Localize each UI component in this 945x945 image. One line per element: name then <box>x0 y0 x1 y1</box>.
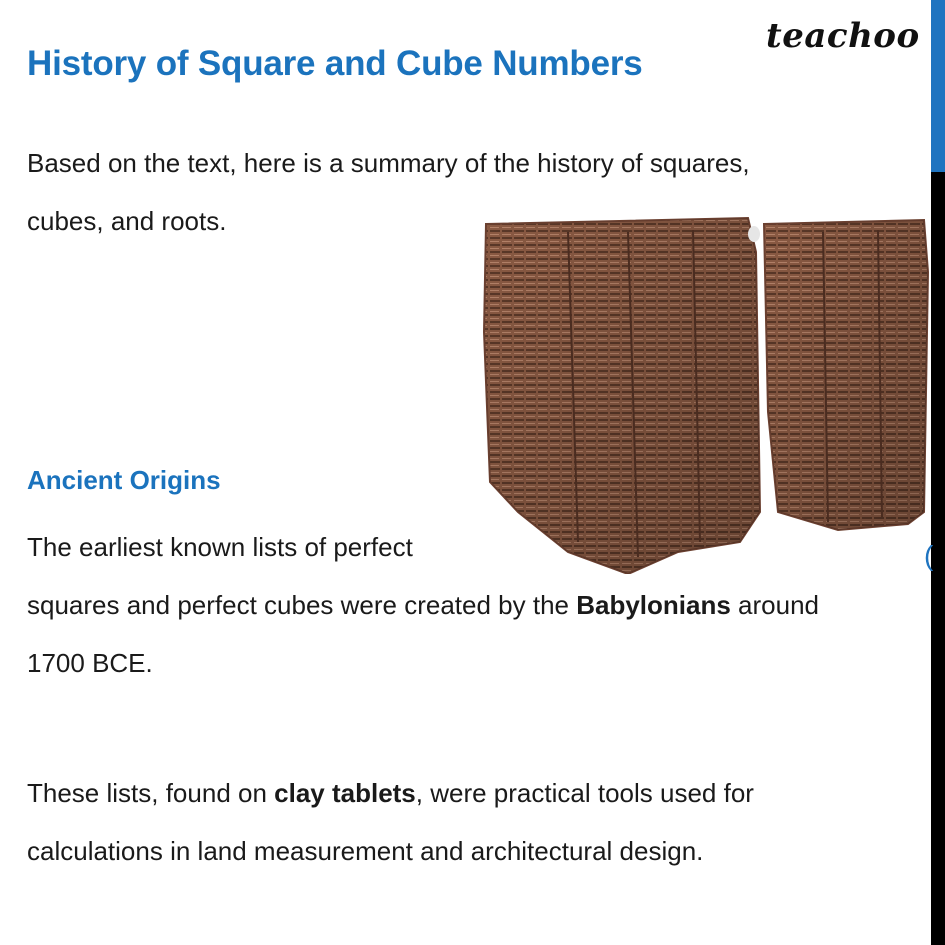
babylonians-emphasis: Babylonians <box>576 590 731 620</box>
paragraph-1-line-3: 1700 BCE. <box>27 648 153 678</box>
p2-post: , were practical tools used for <box>415 778 754 808</box>
p1-line2-pre: squares and perfect cubes were created by the <box>27 590 577 620</box>
clay-tablets-emphasis: clay tablets <box>274 778 416 808</box>
p2-pre: These lists, found on <box>27 778 275 808</box>
paragraph-1-line-2 <box>27 590 819 621</box>
section-heading: Ancient Origins <box>27 465 221 495</box>
paragraph-2 <box>27 764 907 880</box>
clay-tablet-image <box>478 212 930 574</box>
teachoo-logo: teachoo <box>766 16 920 56</box>
page-title: History of Square and Cube Numbers <box>27 44 643 83</box>
p1-line2-post: around <box>730 590 819 620</box>
paragraph-1-line-1: The earliest known lists of perfect <box>27 532 413 562</box>
edge-glyph: ( <box>924 540 934 571</box>
intro-line-2: cubes, and roots. <box>27 206 227 236</box>
scrollbar-thumb[interactable] <box>931 0 945 172</box>
intro-line-1: Based on the text, here is a summary of the history of squares, <box>27 148 750 178</box>
p2-line-2: calculations in land measurement and architectural design. <box>27 836 704 866</box>
